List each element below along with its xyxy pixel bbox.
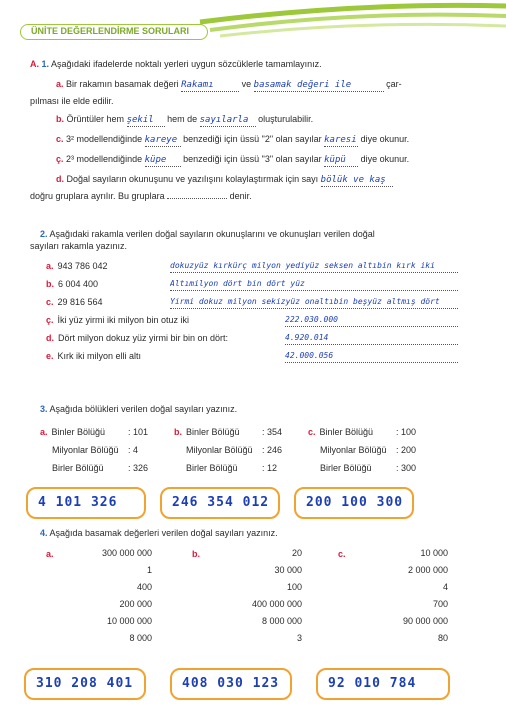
answer-field[interactable]: [167, 198, 227, 199]
place-value: 30 000: [274, 565, 302, 575]
item-label: ç.: [46, 315, 54, 325]
q2-item: [30, 314, 480, 332]
place-value: 400: [136, 582, 152, 592]
answer-text: 246 354 012: [172, 495, 270, 510]
group-label: b.: [192, 549, 200, 559]
unit-title-badge: [20, 24, 208, 40]
answer-field[interactable]: 42.000.056: [285, 350, 458, 363]
answer-field[interactable]: basamak değeri ile: [254, 79, 384, 92]
place-value: 20: [291, 548, 302, 558]
place-values: [80, 545, 152, 647]
group-label: b.: [174, 427, 182, 437]
item-text: 29 816 564: [57, 297, 103, 307]
answer-field[interactable]: Rakamı: [181, 79, 239, 92]
q3-group: [40, 426, 170, 480]
q2-block: [30, 228, 480, 368]
answer-box[interactable]: [24, 668, 146, 700]
period-name: Binler Bölüğü: [319, 427, 374, 437]
answer-field[interactable]: karesi: [324, 135, 357, 145]
group-label: a.: [46, 549, 54, 559]
period-name: Binler Bölüğü: [186, 427, 240, 437]
place-value: 300 000 000: [101, 548, 152, 558]
answer-field[interactable]: küpe: [145, 154, 181, 167]
place-value: 700: [432, 599, 448, 609]
place-value: 4: [442, 582, 448, 592]
item-label: c.: [46, 297, 54, 307]
q1-item-a-cont: pılması ile elde edilir.: [30, 96, 114, 106]
q2-prompt: 2. Aşağıdaki rakamla verilen doğal sayıların okunuşlarını ve okunuşları verilen doğal: [40, 229, 375, 239]
q2-prompt-cont: sayıları rakamla yazınız.: [30, 241, 128, 251]
answer-text: 92 010 784: [328, 676, 417, 691]
q1-block: [30, 58, 480, 202]
period-value: : 326: [128, 463, 149, 473]
item-text: Dört milyon dokuz yüz yirmi bir bin on dört:: [58, 333, 229, 343]
group-label: c.: [338, 549, 346, 559]
group-label: c.: [308, 427, 316, 437]
answer-box[interactable]: [170, 668, 292, 700]
q1-item-cc: ç. 2³ modellendiğinde küpe benzediği için üssü "3" olan sayılar küpü diye okunur.: [56, 154, 410, 165]
period-value: : 354: [262, 427, 283, 437]
q2-item: [30, 260, 480, 278]
place-values: [372, 545, 448, 647]
place-value: 2 000 000: [407, 565, 448, 575]
place-value: 1: [146, 565, 152, 575]
answer-text: 310 208 401: [36, 676, 134, 691]
period-value: : 100: [396, 427, 417, 437]
q1-item-d: d. Doğal sayıların okunuşunu ve yazılışını kolaylaştırmak için sayı bölük ve kaş: [30, 173, 480, 187]
q3-group: [174, 426, 304, 480]
item-label: e.: [46, 351, 54, 361]
q2-item: [30, 296, 480, 314]
item-text: Kırk iki milyon elli altı: [57, 351, 142, 361]
period-name: Milyonlar Bölüğü: [320, 445, 387, 455]
period-value: : 246: [262, 445, 283, 455]
answer-text: 408 030 123: [182, 676, 280, 691]
period-name: Binler Bölüğü: [51, 427, 106, 437]
answer-field[interactable]: 222.030.000: [285, 314, 458, 327]
answer-box[interactable]: [294, 487, 414, 519]
item-label: a.: [46, 261, 54, 271]
answer-text: 4 101 326: [38, 495, 118, 510]
answer-field[interactable]: şekil: [127, 114, 165, 127]
answer-field[interactable]: Altımilyon dört bin dört yüz: [170, 278, 458, 291]
q2-item: [30, 350, 480, 368]
period-name: Birler Bölüğü: [320, 463, 372, 473]
period-name: Birler Bölüğü: [186, 463, 238, 473]
place-value: 400 000 000: [251, 599, 302, 609]
q1-item-d-cont: doğru gruplara ayrılır. Bu gruplara denir.: [30, 191, 252, 201]
place-value: 8 000: [129, 633, 152, 643]
item-label: d.: [46, 333, 54, 343]
unit-title: ÜNİTE DEĞERLENDİRME SORULARI: [31, 26, 190, 36]
answer-box[interactable]: [26, 487, 146, 519]
answer-field[interactable]: 4.920.014: [285, 332, 458, 345]
q4-prompt: 4. Aşağıda basamak değerleri verilen doğal sayıları yazınız.: [40, 528, 278, 538]
period-value: : 101: [128, 427, 149, 437]
answer-field[interactable]: kareye: [145, 134, 181, 147]
place-value: 10 000 000: [106, 616, 152, 626]
answer-field[interactable]: küpü: [324, 154, 358, 167]
answer-field[interactable]: bölük ve kaş: [321, 174, 393, 187]
period-name: Milyonlar Bölüğü: [186, 445, 253, 455]
q1-prompt: A. 1. Aşağıdaki ifadelerde noktalı yerleri uygun sözcüklerle tamamlayınız.: [30, 59, 322, 69]
period-value: : 4: [128, 445, 139, 455]
place-value: 10 000: [420, 548, 448, 558]
answer-box[interactable]: [316, 668, 450, 700]
place-value: 200 000: [119, 599, 152, 609]
group-label: a.: [40, 427, 48, 437]
period-value: : 300: [396, 463, 417, 473]
place-value: 8 000 000: [261, 616, 302, 626]
q2-item: [30, 332, 480, 350]
place-value: 80: [437, 633, 448, 643]
period-name: Milyonlar Bölüğü: [52, 445, 119, 455]
item-label: b.: [46, 279, 54, 289]
place-values: [226, 545, 302, 647]
q2-item: [30, 278, 480, 296]
period-name: Birler Bölüğü: [52, 463, 104, 473]
item-text: 943 786 042: [57, 261, 108, 271]
answer-text: 200 100 300: [306, 495, 404, 510]
answer-field[interactable]: sayılarla: [200, 114, 256, 127]
answer-field[interactable]: dokuzyüz kırkürç milyon yediyüz seksen altıbin kırk iki: [170, 260, 458, 273]
place-value: 3: [296, 633, 302, 643]
q1-item-c: c. 3² modellendiğinde kareye benzediği için üssü "2" olan sayılar karesi diye okunur.: [56, 134, 410, 145]
period-value: : 200: [396, 445, 417, 455]
q3-prompt: 3. Aşağıda bölükleri verilen doğal sayıları yazınız.: [40, 404, 238, 414]
item-text: 6 004 400: [58, 279, 99, 289]
q3-group: [308, 426, 438, 480]
q1-item-b: b. Örüntüler hem şekil hem de sayılarla oluşturulabilir.: [56, 114, 314, 125]
answer-box[interactable]: [160, 487, 280, 519]
place-value: 90 000 000: [402, 616, 448, 626]
item-text: İki yüz yirmi iki milyon bin otuz iki: [57, 315, 190, 325]
answer-field[interactable]: Yirmi dokuz milyon sekizyüz onaltıbin beşyüz altmış dört: [170, 296, 458, 309]
place-value: 100: [286, 582, 302, 592]
q1-item-a: a. Bir rakamın basamak değeri Rakamı ve basamak değeri ile çar-: [56, 79, 402, 90]
period-value: : 12: [262, 463, 278, 473]
